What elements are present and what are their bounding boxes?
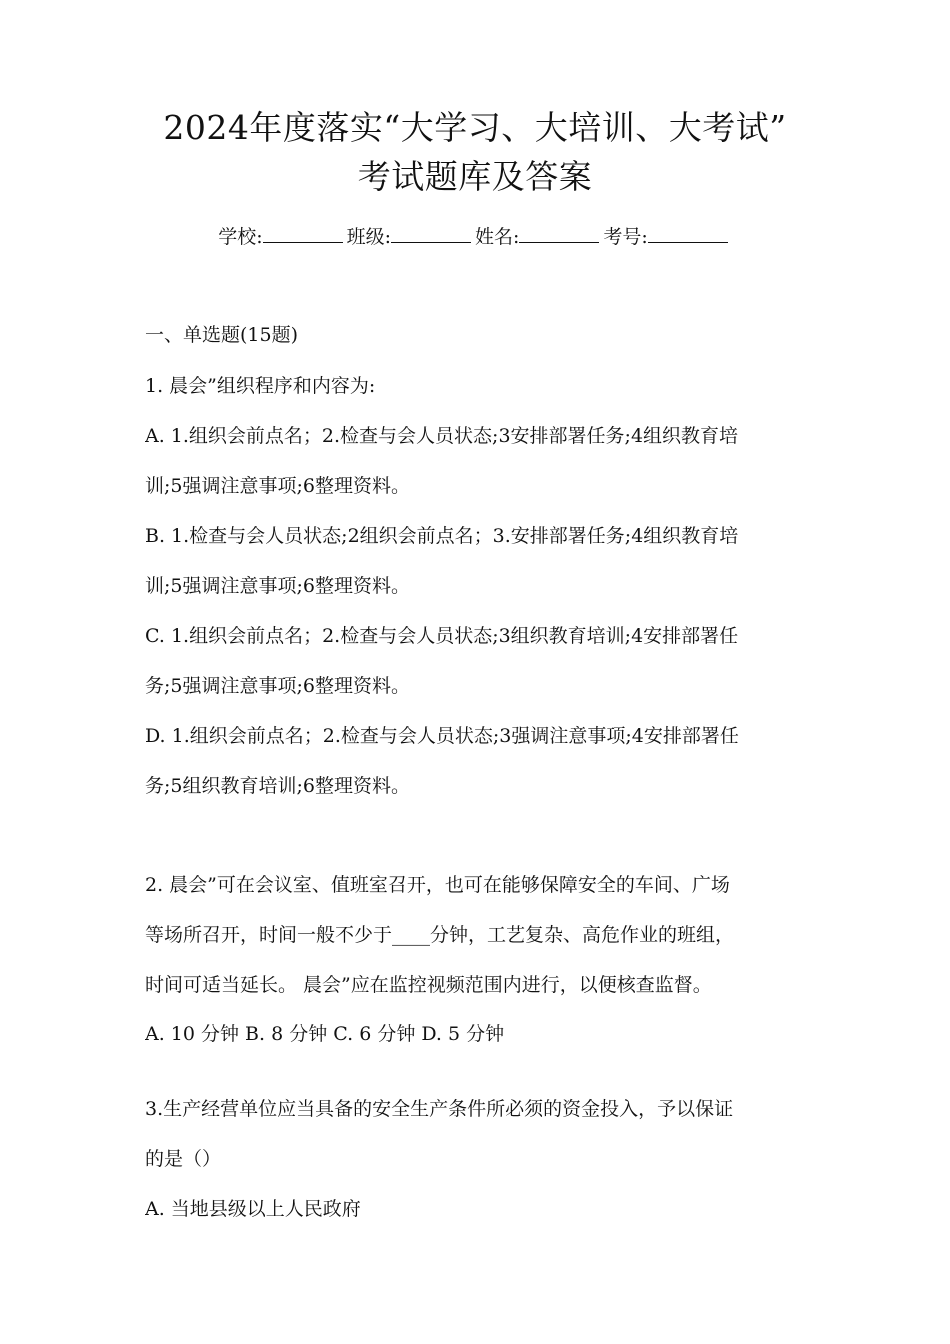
section-heading: 一、单选题(15题)	[145, 324, 299, 346]
document-title-line-1: 2024年度落实“大学习、大培训、大考试”	[163, 108, 787, 147]
school-label: 学校:	[218, 226, 263, 248]
school-field	[218, 223, 346, 251]
q1-option-a-line-1: A. 1.组织会前点名；2.检查与会人员状态;3安排部署任务;4组织教育培	[145, 425, 739, 447]
number-field	[603, 223, 731, 251]
q1-stem: 1. 晨会”组织程序和内容为:	[145, 375, 376, 397]
class-label: 班级:	[346, 226, 391, 248]
number-blank	[648, 224, 728, 243]
q2-stem-line-2: 等场所召开，时间一般不少于____分钟，工艺复杂、高危作业的班组，	[145, 924, 735, 946]
q1-option-c-line-2: 务;5强调注意事项;6整理资料。	[145, 675, 410, 697]
document-title-line-2: 考试题库及答案	[357, 157, 593, 196]
q3-stem-line-2: 的是（）	[145, 1148, 222, 1170]
q3-option-a: A. 当地县级以上人民政府	[145, 1198, 361, 1220]
q2-stem-line-1: 2. 晨会”可在会议室、值班室召开，也可在能够保障安全的车间、广场	[145, 874, 730, 896]
q1-option-a-line-2: 训;5强调注意事项;6整理资料。	[145, 475, 410, 497]
school-blank	[263, 224, 343, 243]
name-field	[475, 223, 603, 251]
q2-options: A. 10 分钟 B. 8 分钟 C. 6 分钟 D. 5 分钟	[145, 1023, 505, 1045]
name-label: 姓名:	[475, 226, 520, 248]
number-label: 考号:	[603, 226, 648, 248]
name-blank	[519, 224, 599, 243]
q1-option-b-line-1: B. 1.检查与会人员状态;2组织会前点名；3.安排部署任务;4组织教育培	[145, 525, 739, 547]
q1-option-b-line-2: 训;5强调注意事项;6整理资料。	[145, 575, 410, 597]
class-blank	[391, 224, 471, 243]
student-info-row	[0, 223, 950, 251]
q3-stem-line-1: 3.生产经营单位应当具备的安全生产条件所必须的资金投入，予以保证	[145, 1098, 734, 1120]
q1-option-d-line-2: 务;5组织教育培训;6整理资料。	[145, 775, 410, 797]
q1-option-c-line-1: C. 1.组织会前点名；2.检查与会人员状态;3组织教育培训;4安排部署任	[145, 625, 739, 647]
q2-stem-line-3: 时间可适当延长。 晨会”应在监控视频范围内进行，以便核查监督。	[145, 974, 712, 996]
class-field	[347, 223, 475, 251]
q1-option-d-line-1: D. 1.组织会前点名；2.检查与会人员状态;3强调注意事项;4安排部署任	[145, 725, 739, 747]
